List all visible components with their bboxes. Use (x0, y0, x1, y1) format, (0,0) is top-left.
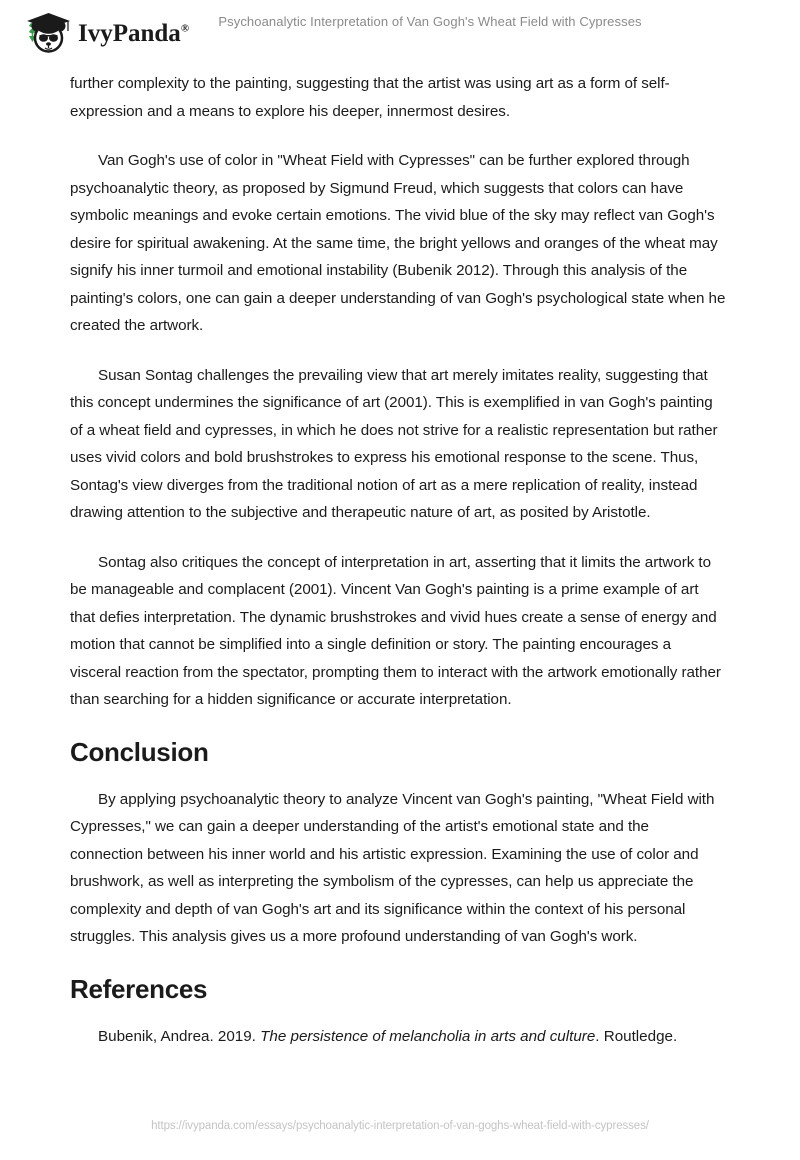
paragraph-sontag-interpretation: Sontag also critiques the concept of interpretation in art, asserting that it limits the artwork to be manageable and complacent (2001). Vincent Van Gogh's painting is a prime example of art that defies interpretation. The dynamic brushstrokes and vivid hues create a sense of energy and motion that cannot be simplified into a single definition or story. The painting encourages a visceral reaction from the spectator, prompting them to interact with the artwork emotionally rather than searching for a hidden significance or accurate interpretation. (70, 553, 721, 708)
paragraph-conclusion: By applying psychoanalytic theory to analyze Vincent van Gogh's painting, "Wheat Field with Cypresses," we can gain a deeper understanding of the artist's emotional state and the connection between his inner world and his artistic expression. Examining the use of color and brushwork, as well as interpreting the symbolism of the cypresses, can help us appreciate the complexity and depth of van Gogh's art and its significance within the context of his personal struggles. This analysis gives us a more profound understanding of van Gogh's work. (70, 790, 715, 945)
document-body (70, 70, 726, 1060)
source-url[interactable]: https://ivypanda.com/essays/psychoanalytic-interpretation-of-van-goghs-wheat-field-with-cypresses/ (151, 1120, 649, 1132)
page-header (0, 0, 800, 66)
heading-conclusion: Conclusion (70, 736, 209, 767)
paragraph-color-analysis: Van Gogh's use of color in "Wheat Field with Cypresses" can be further explored through psychoanalytic theory, as proposed by Sigmund Freud, which suggests that colors can have symbolic meanings and evoke certain emotions. The vivid blue of the sky may reflect van Gogh's desire for spiritual awakening. At the same time, the bright yellows and oranges of the wheat may signify his inner turmoil and emotional instability (Bubenik 2012). Through this analysis of the painting's colors, one can gain a deeper understanding of van Gogh's psychological state when he created the artwork. (70, 152, 726, 334)
brand-name-text: IvyPanda (78, 19, 181, 47)
reference-item (70, 1023, 726, 1051)
paragraph-sontag-imitation: Susan Sontag challenges the prevailing view that art merely imitates reality, suggesting that this concept undermines the significance of art (2001). This is exemplified in van Gogh's painting of a wheat field and cypresses, in which he does not strive for a realistic representation but rather uses vivid colors and bold brushstrokes to express his emotional response to the scene. Thus, Sontag's view diverges from the traditional notion of art as a mere replication of reality, instead drawing attention to the subjective and therapeutic nature of art, as posited by Aristotle. (70, 366, 718, 521)
document-title-header: Psychoanalytic Interpretation of Van Gogh's Wheat Field with Cypresses (218, 14, 642, 29)
paragraph-continuation: further complexity to the painting, suggesting that the artist was using art as a form of self-expression and a means to explore his deeper, innermost desires. (70, 75, 670, 120)
registered-mark: ® (180, 22, 190, 35)
reference-publisher: . Routledge. (595, 1027, 678, 1045)
heading-references: References (70, 973, 208, 1004)
reference-title: The persistence of melancholia in arts and culture (260, 1027, 596, 1045)
page-footer (0, 1116, 800, 1134)
reference-author-year: Bubenik, Andrea. 2019. (98, 1027, 261, 1045)
